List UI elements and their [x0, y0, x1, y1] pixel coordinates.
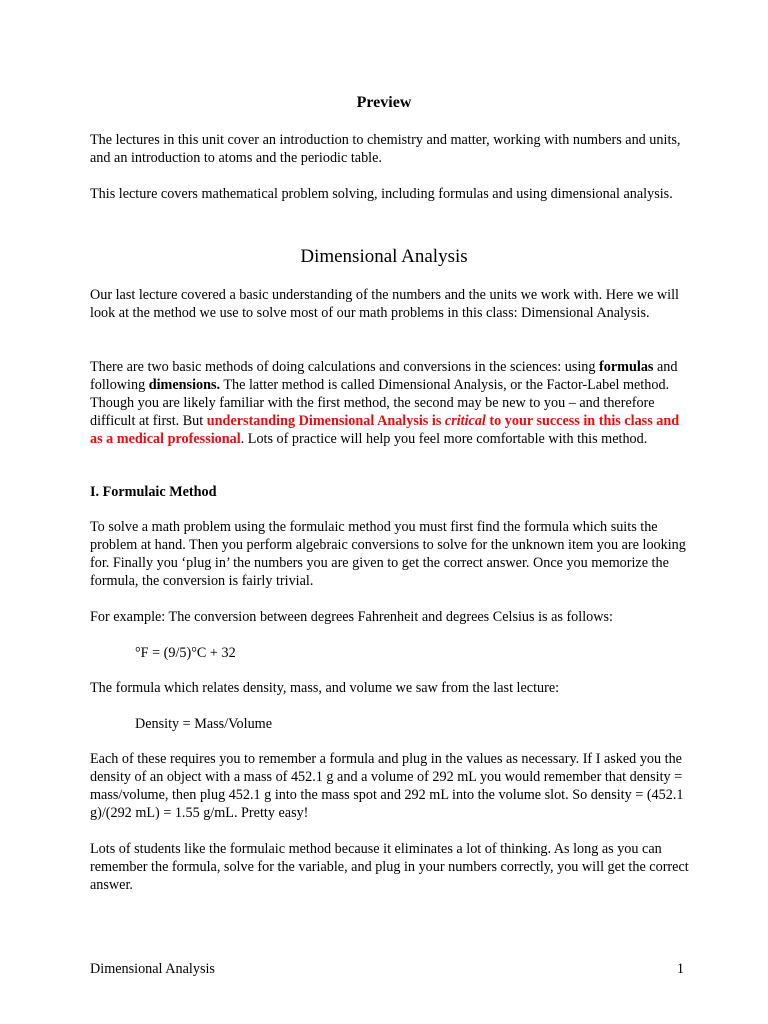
formulaic-paragraph-4: Each of these requires you to remember a formula and plug in the values as necessary. If I asked you the density of an object with a mass of 452.1 g and a volume of 292 mL you would remember that density = mass/volume, then plug 452.1 g into the mass spot and 292 mL into the volume slot. So density = (452.1 g)/(292 mL) = 1.55 g/mL. Pretty easy! [90, 751, 684, 821]
preview-heading: Preview [356, 94, 412, 111]
formulaic-paragraph-3: The formula which relates density, mass, and volume we saw from the last lecture: [90, 680, 560, 696]
bold-term-formulas: formulas [599, 359, 654, 375]
footer-title: Dimensional Analysis [90, 961, 215, 977]
preview-paragraph-1: The lectures in this unit cover an introduction to chemistry and matter, working with numbers and units, and an introduction to atoms and the periodic table. [90, 132, 681, 166]
text-run: There are two basic methods of doing calculations and conversions in the sciences: using [90, 359, 600, 375]
preview-paragraph-2: This lecture covers mathematical problem solving, including formulas and using dimensional analysis. [90, 186, 673, 202]
intro-paragraph-1: Our last lecture covered a basic understanding of the numbers and the units we work with. Here we will look at the method we use to solve most of our math problems in this class: Dimensional Analysis. [90, 287, 679, 321]
intro-paragraph-2 [90, 358, 690, 448]
text-run: and following [90, 359, 678, 393]
highlight-text: to your success in this class and as a medical professional [90, 413, 680, 447]
formulaic-heading: I. Formulaic Method [90, 484, 217, 500]
formulaic-paragraph-2: For example: The conversion between degrees Fahrenheit and degrees Celsius is as follows: [90, 609, 613, 625]
highlight-text: understanding Dimensional Analysis is [206, 413, 445, 429]
page-number: 1 [676, 961, 684, 977]
bold-term-dimensions: dimensions. [148, 377, 221, 393]
formulaic-paragraph-5: Lots of students like the formulaic method because it eliminates a lot of thinking. As long as you can remember the formula, solve for the variable, and plug in your numbers correctly, you will get the correct answer. [90, 841, 689, 893]
equation-fahrenheit: °F = (9/5)°C + 32 [135, 645, 236, 661]
section-title: Dimensional Analysis [300, 246, 468, 267]
equation-density: Density = Mass/Volume [135, 716, 273, 732]
text-run: The latter method is called Dimensional Analysis, or the Factor-Label method. Though you are likely familiar with the first method, the second may be new to you – and therefore difficult at first. But [90, 377, 670, 429]
text-run: . Lots of practice will help you feel more comfortable with this method. [240, 431, 648, 447]
formulaic-paragraph-1: To solve a math problem using the formulaic method you must first find the formula which suits the problem at hand. Then you perform algebraic conversions to solve for the unknown item you are looking for. Finally you ‘plug in’ the numbers you are given to get the correct answer. Once you memorize the formula, the conversion is fairly trivial. [90, 519, 686, 589]
highlight-critical: critical [444, 413, 486, 429]
page-footer [90, 960, 684, 978]
